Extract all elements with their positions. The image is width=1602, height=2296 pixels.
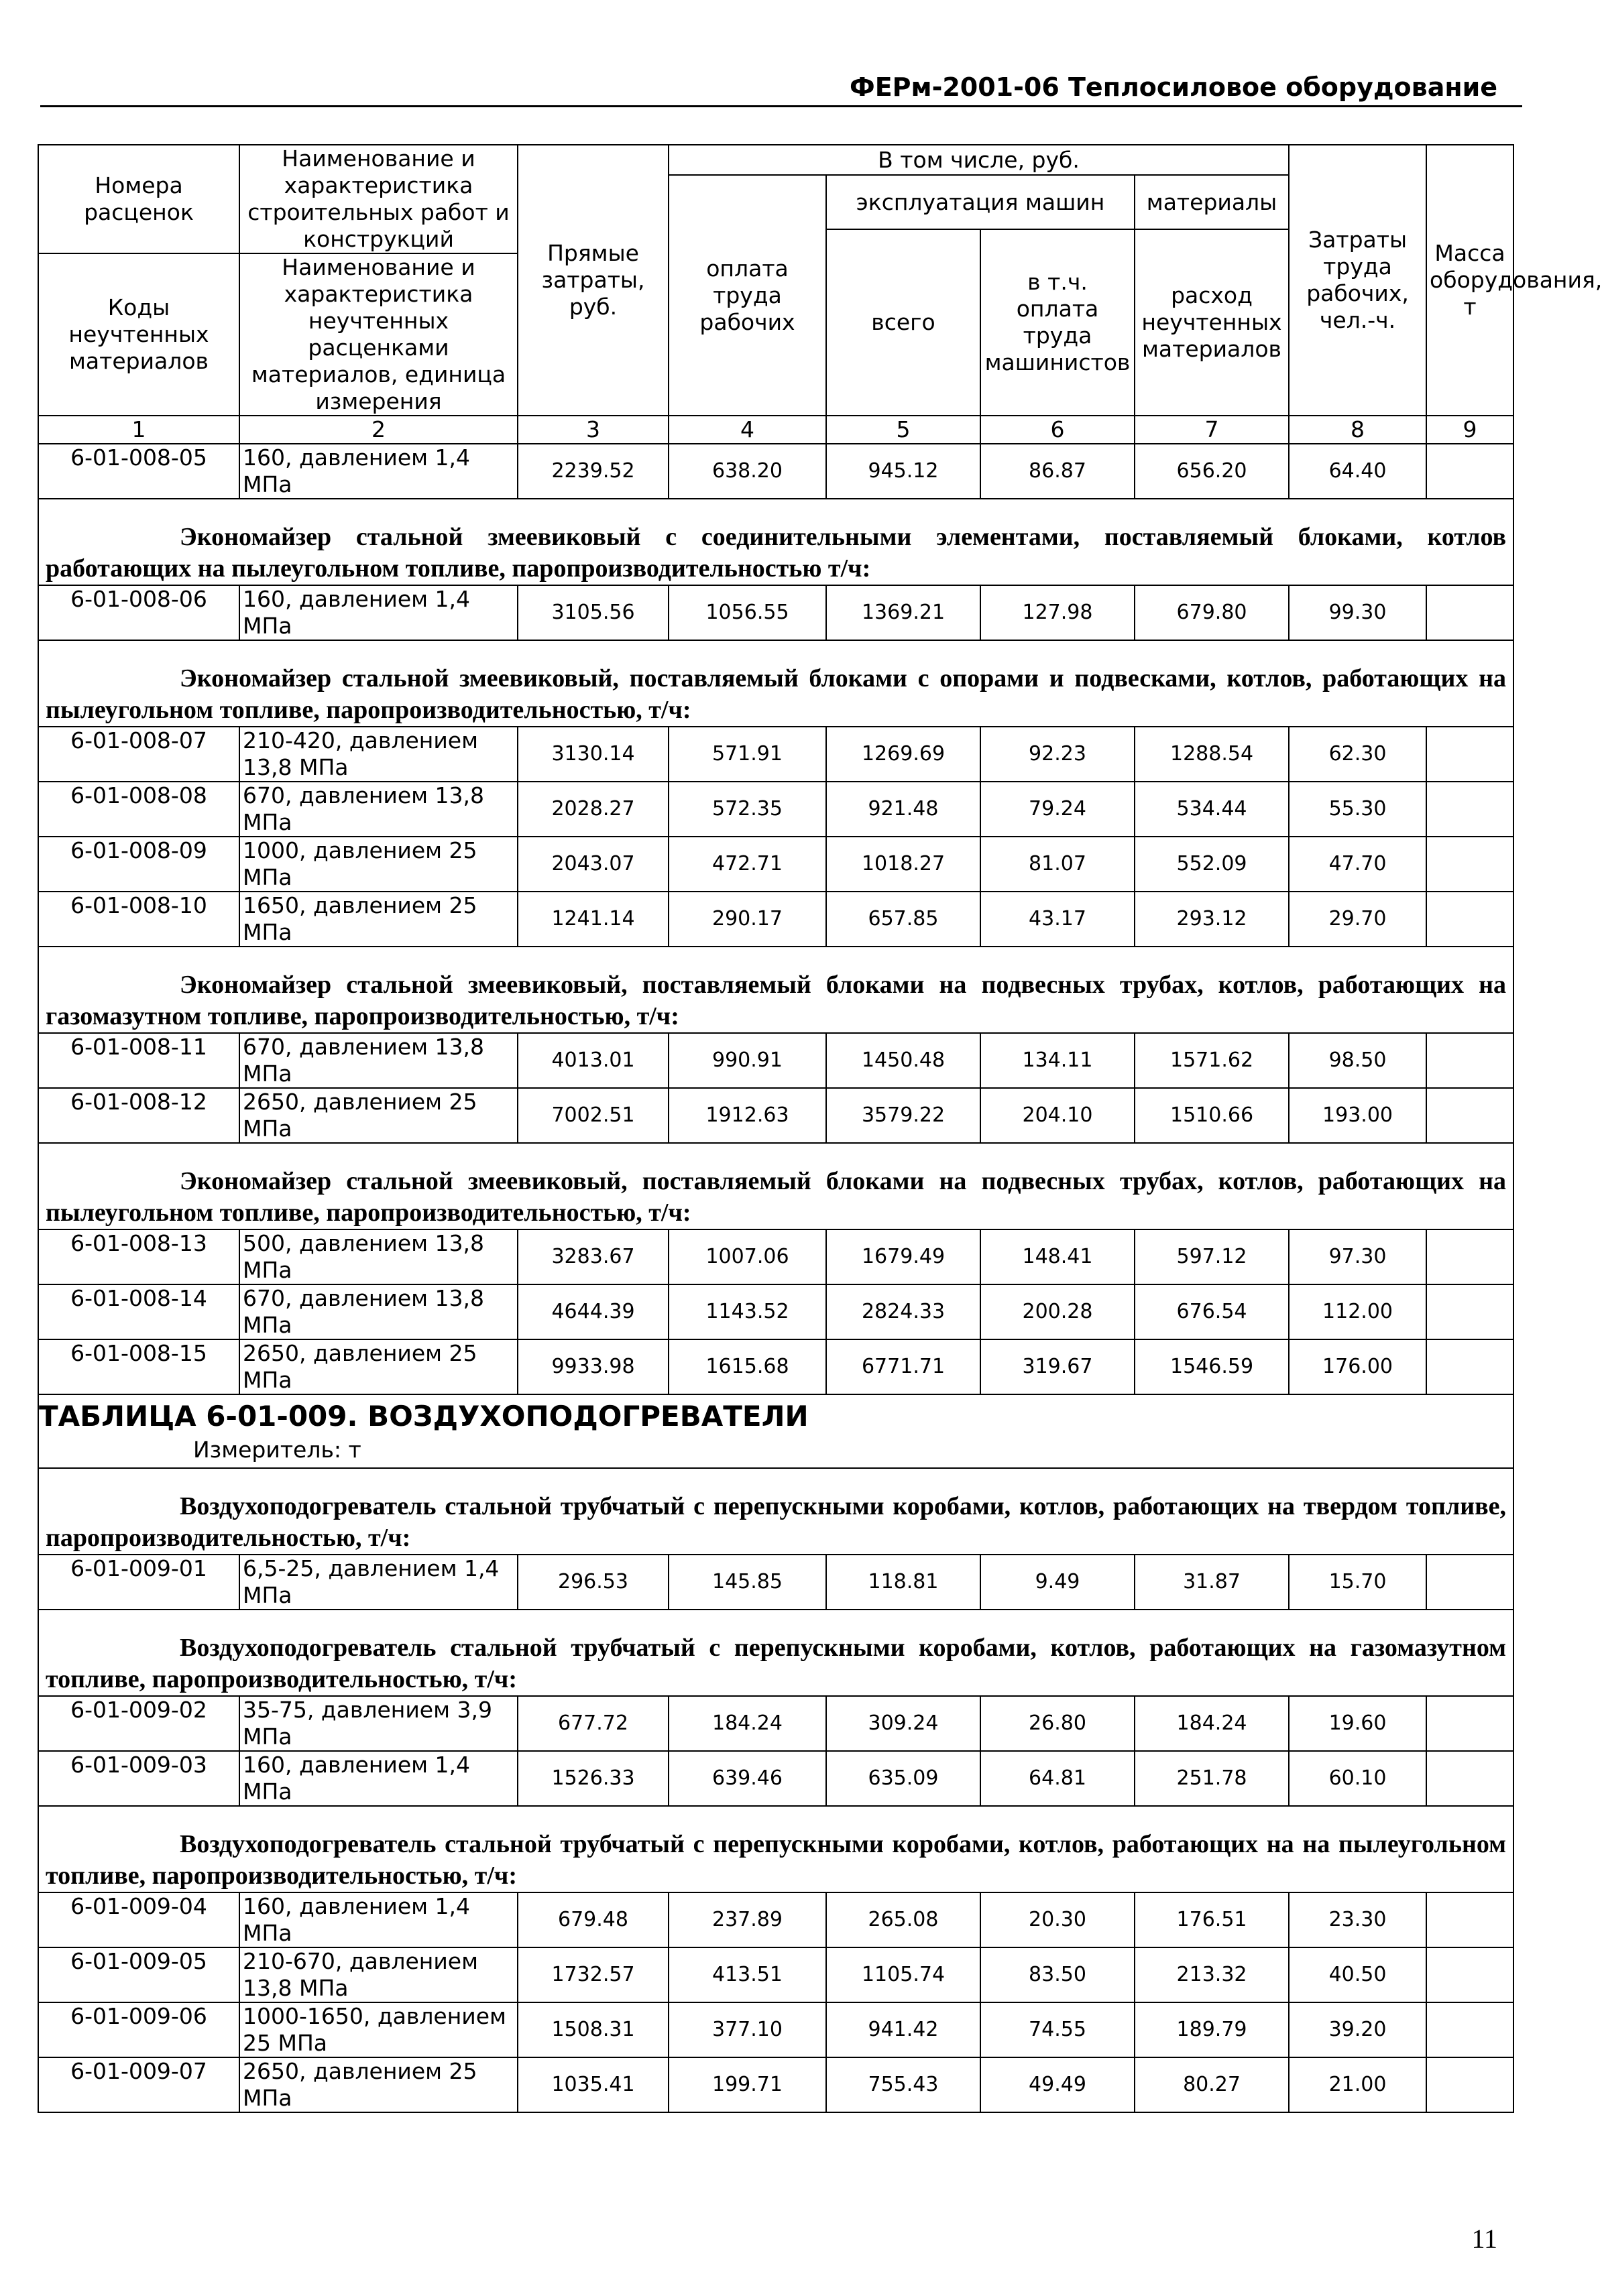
machines-total: 1269.69 [826, 727, 980, 782]
worker-pay: 1912.63 [669, 1088, 826, 1143]
operator-pay: 79.24 [980, 782, 1135, 837]
mass [1426, 727, 1513, 782]
table-row [38, 892, 1513, 947]
mass [1426, 1696, 1513, 1751]
table-row [38, 2002, 1513, 2057]
worker-pay: 184.24 [669, 1696, 826, 1751]
rate-description: 35-75, давлением 3,9 МПа [239, 1696, 518, 1751]
col-head-name: Наименование и характеристика строительных работ и конструкций [239, 145, 518, 253]
table-row [38, 1696, 1513, 1751]
rate-description: 2650, давлением 25 МПа [239, 2057, 518, 2112]
mass [1426, 782, 1513, 837]
col-number: 3 [518, 416, 669, 444]
rate-code: 6-01-008-08 [38, 782, 239, 837]
table-row [38, 782, 1513, 837]
operator-pay: 200.28 [980, 1284, 1135, 1339]
section-heading: Воздухоподогреватель стальной трубчатый с перепускными коробами, котлов, работающих на твердом топливе, паропроизводительностью, т/ч: [38, 1468, 1513, 1555]
col-number: 1 [38, 416, 239, 444]
rate-code: 6-01-009-03 [38, 1751, 239, 1806]
materials: 656.20 [1135, 444, 1289, 499]
materials: 80.27 [1135, 2057, 1289, 2112]
table-row [38, 1229, 1513, 1284]
rate-description: 160, давлением 1,4 МПа [239, 1892, 518, 1947]
labor-hours: 21.00 [1289, 2057, 1426, 2112]
labor-hours: 98.50 [1289, 1033, 1426, 1088]
rate-description: 160, давлением 1,4 МПа [239, 585, 518, 640]
labor-hours: 99.30 [1289, 585, 1426, 640]
rate-code: 6-01-009-06 [38, 2002, 239, 2057]
table-row [38, 1555, 1513, 1610]
rate-description: 160, давлением 1,4 МПа [239, 1751, 518, 1806]
materials: 184.24 [1135, 1696, 1289, 1751]
mass [1426, 1284, 1513, 1339]
mass [1426, 892, 1513, 947]
labor-hours: 97.30 [1289, 1229, 1426, 1284]
rate-description: 2650, давлением 25 МПа [239, 1339, 518, 1394]
machines-total: 309.24 [826, 1696, 980, 1751]
machines-total: 3579.22 [826, 1088, 980, 1143]
rate-code: 6-01-008-12 [38, 1088, 239, 1143]
rate-code: 6-01-008-13 [38, 1229, 239, 1284]
operator-pay: 26.80 [980, 1696, 1135, 1751]
rate-description: 210-420, давлением 13,8 МПа [239, 727, 518, 782]
table-row [38, 1284, 1513, 1339]
materials: 597.12 [1135, 1229, 1289, 1284]
labor-hours: 29.70 [1289, 892, 1426, 947]
operator-pay: 148.41 [980, 1229, 1135, 1284]
direct-cost: 1526.33 [518, 1751, 669, 1806]
table-row [38, 1339, 1513, 1394]
machines-total: 941.42 [826, 2002, 980, 2057]
page-header: ФЕРм-2001-06 Теплосиловое оборудование [850, 72, 1497, 102]
col-head-worker-pay: оплата труда рабочих [669, 175, 826, 416]
header-rule [40, 105, 1522, 107]
rate-code: 6-01-009-05 [38, 1947, 239, 2002]
materials: 176.51 [1135, 1892, 1289, 1947]
labor-hours: 40.50 [1289, 1947, 1426, 2002]
table-row [38, 444, 1513, 499]
price-table [38, 144, 1602, 2113]
materials: 676.54 [1135, 1284, 1289, 1339]
mass [1426, 1229, 1513, 1284]
rate-description: 500, давлением 13,8 МПа [239, 1229, 518, 1284]
col-number: 8 [1289, 416, 1426, 444]
mass [1426, 444, 1513, 499]
table-unit: Измеритель: т [193, 1437, 361, 1463]
rate-code: 6-01-009-07 [38, 2057, 239, 2112]
worker-pay: 145.85 [669, 1555, 826, 1610]
rate-description: 1000-1650, давлением 25 МПа [239, 2002, 518, 2057]
direct-cost: 4644.39 [518, 1284, 669, 1339]
rate-code: 6-01-008-07 [38, 727, 239, 782]
section-heading: Экономайзер стальной змеевиковый, поставляемый блоками с опорами и подвесками, котлов, работающих на пылеугольном топливе, паропроизводительностью, т/ч: [38, 640, 1513, 727]
table-row [38, 1892, 1513, 1947]
materials: 552.09 [1135, 837, 1289, 892]
machines-total: 1105.74 [826, 1947, 980, 2002]
rate-description: 1000, давлением 25 МПа [239, 837, 518, 892]
col-head-labor: Затраты труда рабочих, чел.-ч. [1289, 145, 1426, 416]
direct-cost: 2028.27 [518, 782, 669, 837]
col-head-mass: Масса оборудования, т [1426, 145, 1513, 416]
rate-code: 6-01-008-10 [38, 892, 239, 947]
mass [1426, 1751, 1513, 1806]
mass [1426, 1339, 1513, 1394]
machines-total: 6771.71 [826, 1339, 980, 1394]
direct-cost: 1035.41 [518, 2057, 669, 2112]
worker-pay: 199.71 [669, 2057, 826, 2112]
materials: 31.87 [1135, 1555, 1289, 1610]
operator-pay: 43.17 [980, 892, 1135, 947]
column-numbers-row [38, 416, 1513, 444]
operator-pay: 83.50 [980, 1947, 1135, 2002]
mass [1426, 837, 1513, 892]
section-heading: Воздухоподогреватель стальной трубчатый с перепускными коробами, котлов, работающих на газомазутном топливе, паропроизводительностью, т/ч: [38, 1610, 1513, 1696]
worker-pay: 377.10 [669, 2002, 826, 2057]
labor-hours: 193.00 [1289, 1088, 1426, 1143]
operator-pay: 81.07 [980, 837, 1135, 892]
machines-total: 635.09 [826, 1751, 980, 1806]
rate-code: 6-01-009-01 [38, 1555, 239, 1610]
col-head-material-codes: Коды неучтенных материалов [38, 253, 239, 416]
col-number: 9 [1426, 416, 1513, 444]
operator-pay: 92.23 [980, 727, 1135, 782]
rate-description: 2650, давлением 25 МПа [239, 1088, 518, 1143]
operator-pay: 74.55 [980, 2002, 1135, 2057]
operator-pay: 204.10 [980, 1088, 1135, 1143]
materials: 251.78 [1135, 1751, 1289, 1806]
table-title: ТАБЛИЦА 6-01-009. ВОЗДУХОПОДОГРЕВАТЕЛИ [39, 1400, 809, 1433]
table-row [38, 837, 1513, 892]
machines-total: 1450.48 [826, 1033, 980, 1088]
mass [1426, 1947, 1513, 2002]
materials: 1288.54 [1135, 727, 1289, 782]
direct-cost: 7002.51 [518, 1088, 669, 1143]
rate-description: 160, давлением 1,4 МПа [239, 444, 518, 499]
col-number: 6 [980, 416, 1135, 444]
labor-hours: 112.00 [1289, 1284, 1426, 1339]
col-group-machines: эксплуатация машин [826, 175, 1135, 229]
labor-hours: 23.30 [1289, 1892, 1426, 1947]
worker-pay: 1007.06 [669, 1229, 826, 1284]
mass [1426, 585, 1513, 640]
rate-description: 670, давлением 13,8 МПа [239, 1284, 518, 1339]
worker-pay: 472.71 [669, 837, 826, 892]
col-number: 5 [826, 416, 980, 444]
machines-total: 118.81 [826, 1555, 980, 1610]
direct-cost: 1508.31 [518, 2002, 669, 2057]
col-group-materials: материалы [1135, 175, 1289, 229]
col-number: 7 [1135, 416, 1289, 444]
mass [1426, 1033, 1513, 1088]
machines-total: 1369.21 [826, 585, 980, 640]
materials: 534.44 [1135, 782, 1289, 837]
worker-pay: 990.91 [669, 1033, 826, 1088]
labor-hours: 64.40 [1289, 444, 1426, 499]
operator-pay: 127.98 [980, 585, 1135, 640]
labor-hours: 47.70 [1289, 837, 1426, 892]
rate-code: 6-01-008-11 [38, 1033, 239, 1088]
table-row [38, 1947, 1513, 2002]
mass [1426, 2002, 1513, 2057]
operator-pay: 64.81 [980, 1751, 1135, 1806]
worker-pay: 1056.55 [669, 585, 826, 640]
col-head-direct-cost: Прямые затраты, руб. [518, 145, 669, 416]
labor-hours: 19.60 [1289, 1696, 1426, 1751]
section-heading: Воздухоподогреватель стальной трубчатый с перепускными коробами, котлов, работающих на на пылеугольном топливе, паропроизводительностью, т/ч: [38, 1806, 1513, 1892]
materials: 293.12 [1135, 892, 1289, 947]
worker-pay: 572.35 [669, 782, 826, 837]
machines-total: 921.48 [826, 782, 980, 837]
table-row [38, 1088, 1513, 1143]
materials: 189.79 [1135, 2002, 1289, 2057]
worker-pay: 639.46 [669, 1751, 826, 1806]
worker-pay: 1615.68 [669, 1339, 826, 1394]
labor-hours: 55.30 [1289, 782, 1426, 837]
machines-total: 945.12 [826, 444, 980, 499]
machines-total: 1018.27 [826, 837, 980, 892]
page-number: 11 [1471, 2224, 1497, 2254]
col-head-material-name: Наименование и характеристика неучтенных расценками материалов, единица измерения [239, 253, 518, 416]
section-heading: Экономайзер стальной змеевиковый, поставляемый блоками на подвесных трубах, котлов, работающих на газомазутном топливе, паропроизводительностью, т/ч: [38, 947, 1513, 1033]
materials: 1510.66 [1135, 1088, 1289, 1143]
direct-cost: 296.53 [518, 1555, 669, 1610]
col-number: 4 [669, 416, 826, 444]
operator-pay: 86.87 [980, 444, 1135, 499]
rate-code: 6-01-009-04 [38, 1892, 239, 1947]
labor-hours: 176.00 [1289, 1339, 1426, 1394]
rate-code: 6-01-008-09 [38, 837, 239, 892]
materials: 1546.59 [1135, 1339, 1289, 1394]
direct-cost: 1241.14 [518, 892, 669, 947]
mass [1426, 1892, 1513, 1947]
rate-code: 6-01-008-15 [38, 1339, 239, 1394]
rate-description: 670, давлением 13,8 МПа [239, 782, 518, 837]
direct-cost: 4013.01 [518, 1033, 669, 1088]
materials: 679.80 [1135, 585, 1289, 640]
direct-cost: 3130.14 [518, 727, 669, 782]
worker-pay: 1143.52 [669, 1284, 826, 1339]
machines-total: 755.43 [826, 2057, 980, 2112]
direct-cost: 2043.07 [518, 837, 669, 892]
operator-pay: 20.30 [980, 1892, 1135, 1947]
direct-cost: 3105.56 [518, 585, 669, 640]
direct-cost: 677.72 [518, 1696, 669, 1751]
worker-pay: 413.51 [669, 1947, 826, 2002]
direct-cost: 679.48 [518, 1892, 669, 1947]
col-head-machines-total: всего [826, 229, 980, 416]
labor-hours: 60.10 [1289, 1751, 1426, 1806]
mass [1426, 1555, 1513, 1610]
rate-code: 6-01-008-14 [38, 1284, 239, 1339]
operator-pay: 319.67 [980, 1339, 1135, 1394]
col-head-operator-pay: в т.ч. оплата труда машинистов [980, 229, 1135, 416]
machines-total: 657.85 [826, 892, 980, 947]
rate-code: 6-01-009-02 [38, 1696, 239, 1751]
worker-pay: 571.91 [669, 727, 826, 782]
section-heading: Экономайзер стальной змеевиковый с соединительными элементами, поставляемый блоками, котлов работающих на пылеугольном топливе, паропроизводительностью т/ч: [38, 499, 1513, 585]
table-row [38, 2057, 1513, 2112]
worker-pay: 290.17 [669, 892, 826, 947]
materials: 213.32 [1135, 1947, 1289, 2002]
direct-cost: 1732.57 [518, 1947, 669, 2002]
machines-total: 1679.49 [826, 1229, 980, 1284]
rate-code: 6-01-008-05 [38, 444, 239, 499]
rate-description: 210-670, давлением 13,8 МПа [239, 1947, 518, 2002]
operator-pay: 9.49 [980, 1555, 1135, 1610]
materials: 1571.62 [1135, 1033, 1289, 1088]
direct-cost: 9933.98 [518, 1339, 669, 1394]
section-heading: Экономайзер стальной змеевиковый, поставляемый блоками на подвесных трубах, котлов, работающих на пылеугольном топливе, паропроизводительностью, т/ч: [38, 1143, 1513, 1229]
table-row [38, 727, 1513, 782]
rate-description: 1650, давлением 25 МПа [239, 892, 518, 947]
worker-pay: 638.20 [669, 444, 826, 499]
table-row [38, 1033, 1513, 1088]
col-head-codes: Номера расценок [38, 145, 239, 253]
rate-code: 6-01-008-06 [38, 585, 239, 640]
direct-cost: 2239.52 [518, 444, 669, 499]
mass [1426, 2057, 1513, 2112]
worker-pay: 237.89 [669, 1892, 826, 1947]
labor-hours: 15.70 [1289, 1555, 1426, 1610]
operator-pay: 134.11 [980, 1033, 1135, 1088]
mass [1426, 1088, 1513, 1143]
table-row [38, 585, 1513, 640]
labor-hours: 62.30 [1289, 727, 1426, 782]
col-head-materials-use: расход неучтенных материалов [1135, 229, 1289, 416]
operator-pay: 49.49 [980, 2057, 1135, 2112]
direct-cost: 3283.67 [518, 1229, 669, 1284]
col-number: 2 [239, 416, 518, 444]
labor-hours: 39.20 [1289, 2002, 1426, 2057]
machines-total: 2824.33 [826, 1284, 980, 1339]
table-row [38, 1751, 1513, 1806]
rate-description: 6,5-25, давлением 1,4 МПа [239, 1555, 518, 1610]
table-title-block [38, 1394, 1513, 1468]
machines-total: 265.08 [826, 1892, 980, 1947]
col-group-including: В том числе, руб. [669, 145, 1289, 175]
rate-description: 670, давлением 13,8 МПа [239, 1033, 518, 1088]
